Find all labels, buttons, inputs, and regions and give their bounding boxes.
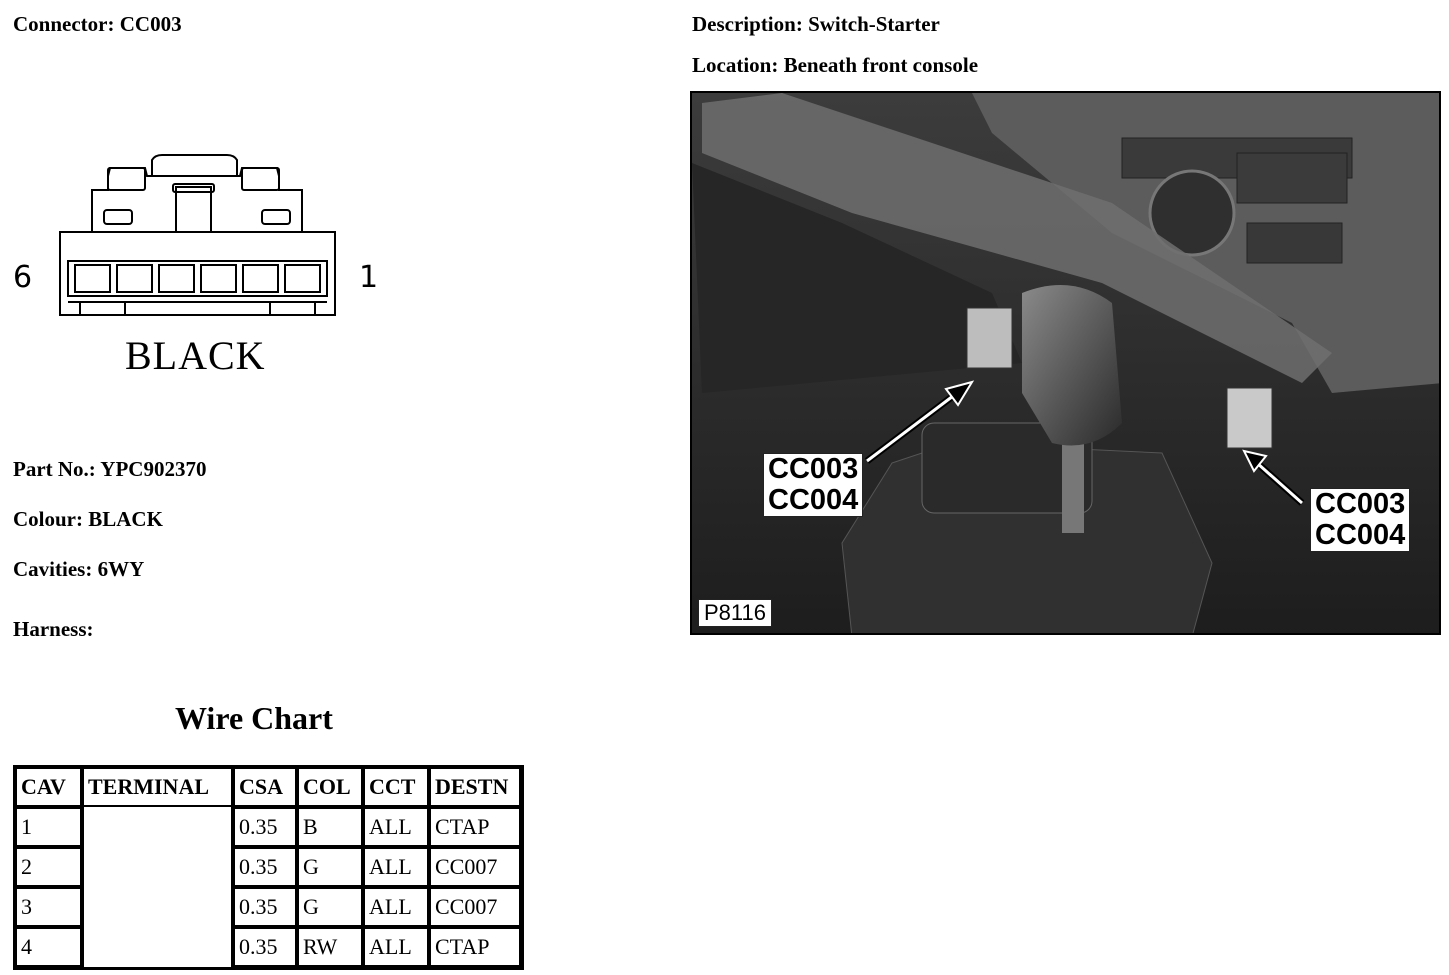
- column-header-cav: CAV: [15, 767, 82, 807]
- csa-cell: 0.35: [233, 847, 297, 887]
- terminal-cell: [82, 887, 233, 927]
- connector-face-diagram: [0, 140, 400, 390]
- colour-line: [13, 507, 163, 532]
- cavities-value: 6WY: [97, 557, 145, 581]
- photo-id-label: P8116: [698, 599, 772, 627]
- callout-right-line-2: CC004: [1315, 519, 1406, 551]
- table-row: [15, 807, 521, 847]
- table-header-row: [15, 767, 521, 807]
- cavities-line: [13, 557, 144, 582]
- cavities-label: Cavities:: [13, 557, 93, 581]
- location-label: Location:: [692, 53, 779, 77]
- destn-cell: CC007: [429, 887, 521, 927]
- terminal-cell: [82, 807, 233, 847]
- cav-cell: 3: [15, 887, 82, 927]
- connector-value: CC003: [119, 12, 182, 36]
- part-no-line: [13, 457, 206, 482]
- terminal-cell: [82, 847, 233, 887]
- csa-cell: 0.35: [233, 927, 297, 967]
- location-photo: [690, 91, 1441, 635]
- pin-1-label: 1: [359, 260, 379, 295]
- column-header-csa: CSA: [233, 767, 297, 807]
- harness-line: [13, 617, 99, 642]
- col-cell: RW: [297, 927, 363, 967]
- connector-face-drawing: [0, 140, 400, 320]
- destn-cell: CTAP: [429, 927, 521, 967]
- colour-value: BLACK: [88, 507, 163, 531]
- colour-label: Colour:: [13, 507, 83, 531]
- terminal-cell: [82, 927, 233, 967]
- callout-left: [763, 453, 863, 517]
- location-value: Beneath front console: [783, 53, 979, 77]
- column-header-cct: CCT: [363, 767, 429, 807]
- photo-illustration: [692, 93, 1441, 635]
- cct-cell: ALL: [363, 847, 429, 887]
- table-row: [15, 847, 521, 887]
- cav-cell: 2: [15, 847, 82, 887]
- table-row: [15, 887, 521, 927]
- destn-cell: CTAP: [429, 807, 521, 847]
- connector-heading: [13, 12, 182, 37]
- wire-chart-title: Wire Chart: [175, 700, 333, 736]
- callout-left-line-2: CC004: [768, 484, 859, 516]
- pin-6-label: 6: [13, 260, 33, 295]
- cct-cell: ALL: [363, 887, 429, 927]
- col-cell: G: [297, 887, 363, 927]
- cav-cell: 1: [15, 807, 82, 847]
- col-cell: G: [297, 847, 363, 887]
- description-value: Switch-Starter: [808, 12, 940, 36]
- column-header-col: COL: [297, 767, 363, 807]
- cct-cell: ALL: [363, 927, 429, 967]
- column-header-terminal: TERMINAL: [82, 767, 233, 807]
- table-row: [15, 927, 521, 967]
- callout-right: [1310, 488, 1410, 552]
- csa-cell: 0.35: [233, 887, 297, 927]
- callout-left-line-1: CC003: [768, 453, 859, 485]
- col-cell: B: [297, 807, 363, 847]
- part-no-label: Part No.:: [13, 457, 96, 481]
- connector-label: Connector:: [13, 12, 115, 36]
- location-heading: [692, 53, 978, 78]
- description-heading: [692, 12, 940, 37]
- cct-cell: ALL: [363, 807, 429, 847]
- connector-color-label: BLACK: [125, 333, 266, 378]
- callout-right-line-1: CC003: [1315, 488, 1406, 520]
- part-no-value: YPC902370: [100, 457, 207, 481]
- column-header-destn: DESTN: [429, 767, 521, 807]
- csa-cell: 0.35: [233, 807, 297, 847]
- harness-label: Harness:: [13, 617, 94, 641]
- wire-chart-table: [13, 765, 524, 970]
- cav-cell: 4: [15, 927, 82, 967]
- cavity-group: [75, 265, 320, 292]
- description-label: Description:: [692, 12, 803, 36]
- destn-cell: CC007: [429, 847, 521, 887]
